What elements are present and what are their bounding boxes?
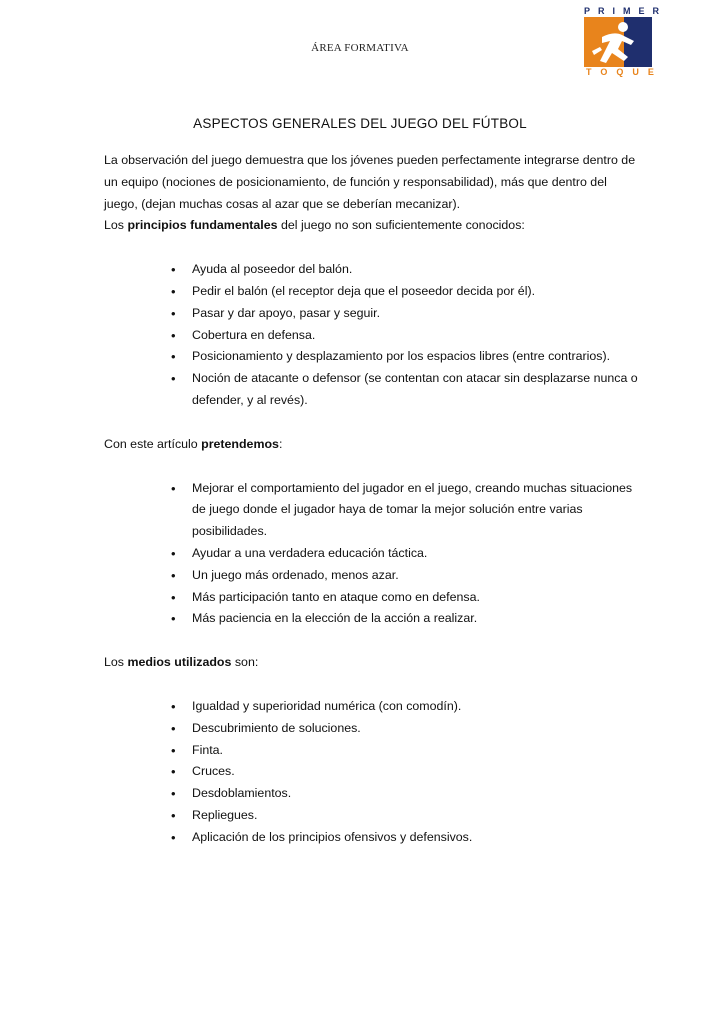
bullet-icon: • [171,589,176,605]
list-item: • Cobertura en defensa. [104,325,644,347]
list-item: • Aplicación de los principios ofensivos y defensivos. [104,827,644,849]
aims-bold: pretendemos [201,436,279,451]
list-item: • Mejorar el comportamiento del jugador en el juego, creando muchas situaciones de juego donde el jugador haya de tomar la mejor solución entre varias posibilidades. [104,478,644,543]
aims-list [104,478,644,631]
aims-suffix: : [278,436,283,451]
principles-suffix: del juego no son suficientemente conocidos: [280,218,525,233]
bullet-icon: • [171,371,176,387]
list-item: • Ayudar a una verdadera educación táctica. [104,543,644,565]
list-item: • Desdoblamientos. [104,783,644,805]
intro-paragraph: La observación del juego demuestra que los jóvenes pueden perfectamente integrarse dentro de un equipo (nociones de posicionamiento, de función y responsabilidad), más que dentro del juego, (dejan muchas cosas al azar que se deberían mecanizar). [104,153,636,211]
list-item: • Cruces. [104,761,644,783]
list-item: • Igualdad y superioridad numérica (con comodín). [104,696,644,718]
means-prefix: Los [104,655,124,670]
bullet-icon: • [171,480,176,496]
page-title [0,116,728,131]
bullet-icon: • [171,698,176,714]
player-logo-icon [584,17,652,67]
primer-toque-logo [578,6,668,80]
principles-prefix: Los [104,218,124,233]
logo-bottom-text: TOQUE [586,67,663,77]
bullet-icon: • [171,611,176,627]
bullet-icon: • [171,720,176,736]
bullet-icon: • [171,545,176,561]
list-item: • Pedir el balón (el receptor deja que el poseedor decida por él). [104,281,644,303]
principles-list [104,259,644,412]
page-title-text: ASPECTOS GENERALES DEL JUEGO DEL FÚTBOL [193,116,527,131]
list-item: • Repliegues. [104,805,644,827]
bullet-icon: • [171,786,176,802]
means-list [104,696,644,849]
list-item: • Posicionamiento y desplazamiento por los espacios libres (entre contrarios). [104,346,644,368]
aims-prefix: Con este artículo [104,436,198,451]
list-item: • Más paciencia en la elección de la acción a realizar. [104,608,644,630]
logo-top-text: PRIMER [584,6,668,16]
bullet-icon: • [171,829,176,845]
means-intro [104,652,644,674]
principles-bold: principios fundamentales [127,218,278,233]
list-item: • Más participación tanto en ataque como en defensa. [104,587,644,609]
bullet-icon: • [171,305,176,321]
aims-intro [104,434,644,456]
document-body [104,150,644,849]
principles-intro [104,215,644,237]
bullet-icon: • [171,742,176,758]
list-item: • Pasar y dar apoyo, pasar y seguir. [104,303,644,325]
bullet-icon: • [171,567,176,583]
list-item: • Finta. [104,740,644,762]
bullet-icon: • [171,283,176,299]
means-bold: medios utilizados [127,655,232,670]
bullet-icon: • [171,327,176,343]
bullet-icon: • [171,764,176,780]
header-label: ÁREA FORMATIVA [311,42,409,54]
means-suffix: son: [234,655,259,670]
list-item: • Noción de atacante o defensor (se contentan con atacar sin desplazarse nunca o defender, y al revés). [104,368,644,412]
list-item: • Ayuda al poseedor del balón. [104,259,644,281]
list-item: • Un juego más ordenado, menos azar. [104,565,644,587]
bullet-icon: • [171,349,176,365]
bullet-icon: • [171,262,176,278]
bullet-icon: • [171,807,176,823]
list-item: • Descubrimiento de soluciones. [104,718,644,740]
